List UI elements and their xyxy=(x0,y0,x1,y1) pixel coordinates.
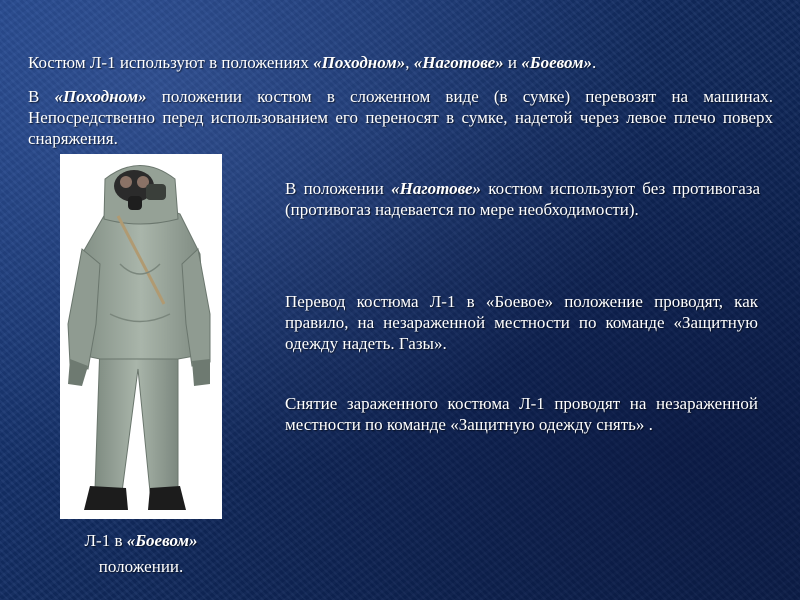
title-sep: и xyxy=(503,53,522,72)
p4-text: Снятие зараженного костюма Л-1 проводят на незараженной местности по команде «Защитную одежду снять» . xyxy=(285,394,758,434)
title-text: Костюм Л-1 используют в положениях xyxy=(28,53,314,72)
paragraph-ready xyxy=(285,178,760,220)
p2-text: костюм используют без противогаза (противогаз надевается по мере необходимости). xyxy=(285,179,761,219)
caption-pre: Л-1 в xyxy=(84,531,127,550)
paragraph-combat xyxy=(285,291,758,354)
paragraph-marching xyxy=(28,86,773,149)
title-mode-combat: «Боевом» xyxy=(521,53,592,72)
title-end: . xyxy=(592,53,597,72)
p3-text: Перевод костюма Л-1 в «Боевое» положение проводят, как правило, на незараженной местности по команде «Защитную одежду надеть. Газы». xyxy=(285,292,758,353)
photo-caption xyxy=(60,528,222,580)
title-sep: , xyxy=(405,53,414,72)
p1-text: положении костюм в сложенном виде (в сумке) перевозят на машинах. Непосредственно перед использованием его переносят в сумке, надетой через левое плечо поверх снаряжения. xyxy=(28,87,774,148)
title-mode-marching: «Походном» xyxy=(313,53,406,72)
slide-title xyxy=(28,52,788,73)
suit-photo xyxy=(60,154,222,519)
caption-mode: «Боевом» xyxy=(126,531,198,550)
title-mode-ready: «Наготове» xyxy=(413,53,504,72)
p1-mode: «Походном» xyxy=(54,87,147,106)
p2-pre: В положении xyxy=(285,179,392,198)
paragraph-removal xyxy=(285,393,758,435)
p1-pre: В xyxy=(28,87,55,106)
caption-post: положении. xyxy=(98,557,184,576)
person-in-suit-image xyxy=(60,154,222,519)
p2-mode: «Наготове» xyxy=(391,179,482,198)
